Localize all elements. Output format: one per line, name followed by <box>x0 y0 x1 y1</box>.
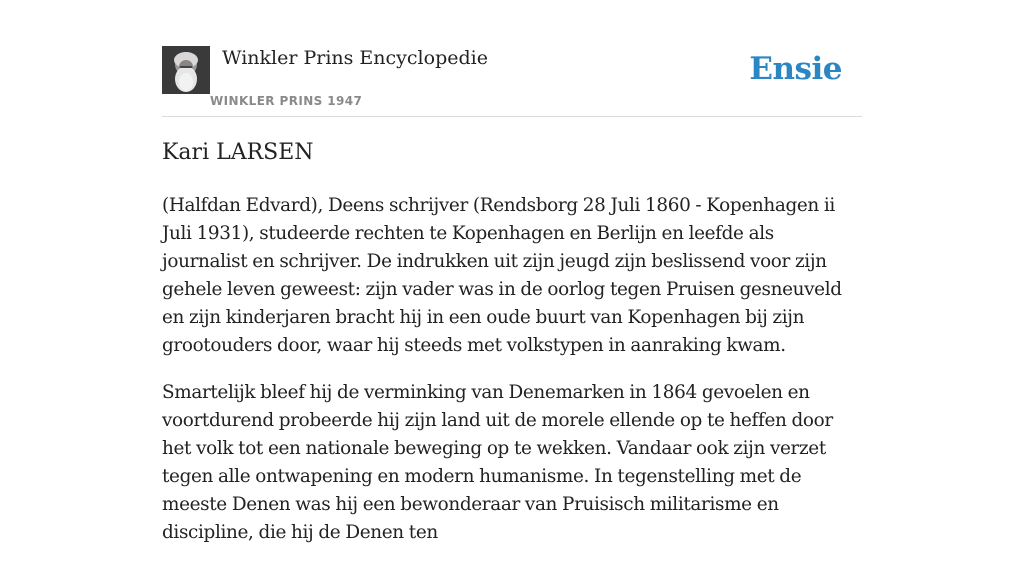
article-title: Kari LARSEN <box>162 140 314 165</box>
article-body <box>162 192 862 566</box>
brand-logo[interactable]: Ensie <box>749 51 842 87</box>
site-header <box>162 46 862 117</box>
source-title[interactable]: Winkler Prins Encyclopedie <box>222 47 488 69</box>
portrait-avatar-icon[interactable] <box>162 46 210 94</box>
article-paragraph: Smartelijk bleef hij de verminking van Denemarken in 1864 gevoelen en voortdurend probeerde hij zijn land uit de morele ellende op te heffen door het volk tot een nationale beweging op te wekken. Vandaar ook zijn verzet tegen alle ontwapening en modern humanisme. In tegenstelling met de meeste Denen was hij een bewonderaar van Pruisisch militarisme en discipline, die hij de Denen ten <box>162 382 833 543</box>
article-paragraph: (Halfdan Edvard), Deens schrijver (Rendsborg 28 Juli 1860 - Kopenhagen ii Juli 1931), studeerde rechten te Kopenhagen en Berlijn en leefde als journalist en schrijver. De indrukken uit zijn jeugd zijn beslissend voor zijn gehele leven geweest: zijn vader was in de oorlog tegen Pruisen gesneuveld en zijn kinderjaren bracht hij in een oude buurt van Kopenhagen bij zijn grootouders door, waar hij steeds met volkstypen in aanraking kwam. <box>162 195 842 356</box>
source-subtitle: WINKLER PRINS 1947 <box>210 94 363 108</box>
